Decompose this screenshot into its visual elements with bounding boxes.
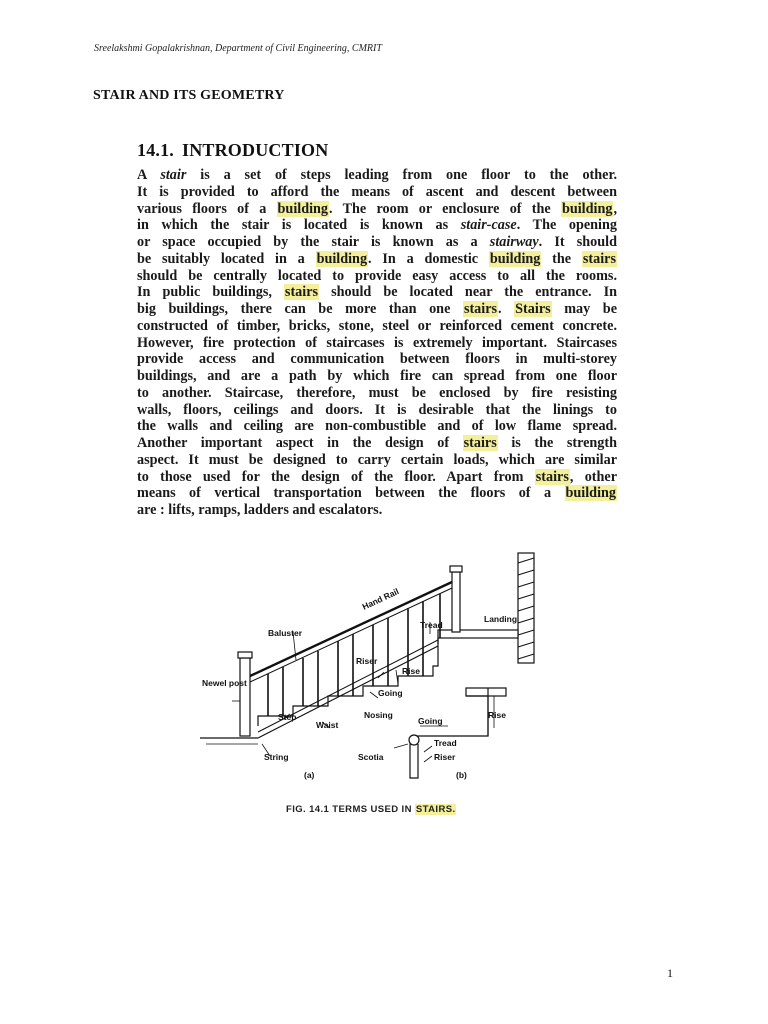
text-run: should be located near the entrance. In [319,284,618,301]
text-line [137,385,617,402]
landing-slab [438,630,518,638]
text-run: buildings, and are a path by which fire can spread from one floor [137,368,617,384]
highlighted-term: stairs [284,284,319,301]
text-run: . [498,301,515,317]
highlighted-term: building [561,200,613,217]
label-rise: Rise [402,666,420,676]
text-line [137,435,617,452]
text-line [137,217,617,234]
text-run: to another. Staircase, therefore, must be enclosed by fire resisting [137,384,617,401]
highlighted-term: stairs [463,301,498,317]
label-scotia: Scotia [358,752,384,762]
text-run: , other [569,468,617,485]
caption-text: FIG. 14.1 TERMS USED IN [286,804,415,815]
label-part-a: (a) [304,770,315,780]
text-run: provide access and communication between floors in multi-storey [137,351,617,368]
text-line [137,368,617,385]
text-run: Another important aspect in the design of [137,435,463,451]
text-line [137,469,617,486]
introduction-body [137,167,617,519]
text-run: . It should [538,234,618,250]
label-landing: Landing [484,614,518,624]
section-title: STAIR AND ITS GEOMETRY [93,88,285,103]
text-line [137,301,617,318]
caption-highlight: STAIRS. [415,804,456,815]
newel-post [240,658,250,736]
text-run: to those used for the design of the floor. Apart from [137,468,535,485]
text-line [137,502,617,519]
stair-diagram [198,548,538,808]
label-nosing: Nosing [364,710,393,720]
author-header: Sreelakshmi Gopalakrishnan, Department of Civil Engineering, CMRIT [94,43,382,54]
introduction-heading [137,140,617,161]
text-run: It is provided to afford the means of ascent and descent between [137,183,617,200]
italic-term: stair [160,167,187,183]
text-run: or space occupied by the stair is known as a [137,234,490,250]
page-number: 1 [667,966,673,980]
highlighted-term: stairs [463,435,497,451]
label-baluster: Baluster [268,628,303,638]
text-line [137,402,617,419]
italic-term: stair-case [460,217,517,234]
text-run: In public buildings, [137,284,284,301]
text-run: may be [551,301,617,317]
text-line [137,268,617,285]
text-run: . The opening [516,217,617,234]
highlighted-term: building [316,250,368,267]
text-line [137,418,617,435]
label-going-detail: Going [418,716,443,726]
text-run: . In a domestic [368,250,489,267]
text-line [137,284,617,301]
text-run: However, fire protection of staircases is extremely important. Staircases [137,334,617,351]
text-run: constructed of timber, bricks, stone, steel or reinforced cement concrete. [137,317,617,334]
label-string: String [264,752,289,762]
text-line [137,452,617,469]
label-part-b: (b) [456,770,467,780]
label-hand-rail: Hand Rail [360,586,401,612]
text-run: . The room or enclosure of the [329,200,561,217]
label-going: Going [378,688,403,698]
text-run: means of vertical transportation between the floors of a [137,485,565,502]
text-run: the [541,250,582,267]
label-tread: Tread [420,620,443,630]
text-line [137,184,617,201]
section-number: 14.1. [137,140,174,160]
highlighted-term: building [565,485,616,502]
text-run: big buildings, there can be more than one [137,301,463,317]
text-line [137,335,617,352]
text-line [137,251,617,268]
text-run: walls, floors, ceilings and doors. It is desirable that the linings to [137,401,617,418]
text-run: be suitably located in a [137,250,316,267]
text-line [137,351,617,368]
highlighted-term: stairs [535,468,569,485]
highlighted-term: stairs [582,250,616,267]
newel-post-top [452,572,460,632]
detail-b [394,688,506,778]
text-line [137,167,617,184]
label-riser-detail: Riser [434,752,456,762]
highlighted-term: building [277,200,329,217]
text-line [137,201,617,218]
text-run: the walls and ceiling are non-combustible and of low flame spread. [137,418,617,435]
label-tread-detail: Tread [434,738,457,748]
text-run: are : lifts, ramps, ladders and escalators. [137,502,383,518]
text-line [137,485,617,502]
label-waist: Waist [316,720,339,730]
text-run: various floors of a [137,200,277,217]
text-run: is a set of steps leading from one floor to the other. [186,167,617,183]
text-run: , [613,200,617,217]
heading-text: INTRODUCTION [182,140,329,160]
text-run: A [137,167,161,183]
scanned-excerpt [137,140,617,519]
stair-terms-figure [198,548,538,808]
label-newel-post: Newel post [202,678,247,688]
text-run: in which the stair is located is known as [137,217,461,234]
highlighted-term: building [489,250,541,267]
text-run: should be centrally located to provide easy access to all the rooms. [137,267,617,284]
italic-term: stairway [489,234,539,250]
figure-caption [286,804,456,815]
label-rise-detail: Rise [488,710,506,720]
label-riser: Riser [356,656,378,666]
highlighted-term: Stairs [515,301,551,317]
text-line [137,318,617,335]
text-line [137,234,617,251]
label-step: Step [278,712,297,722]
text-run: aspect. It must be designed to carry certain loads, which are similar [137,451,617,468]
text-run: is the strength [497,435,617,451]
